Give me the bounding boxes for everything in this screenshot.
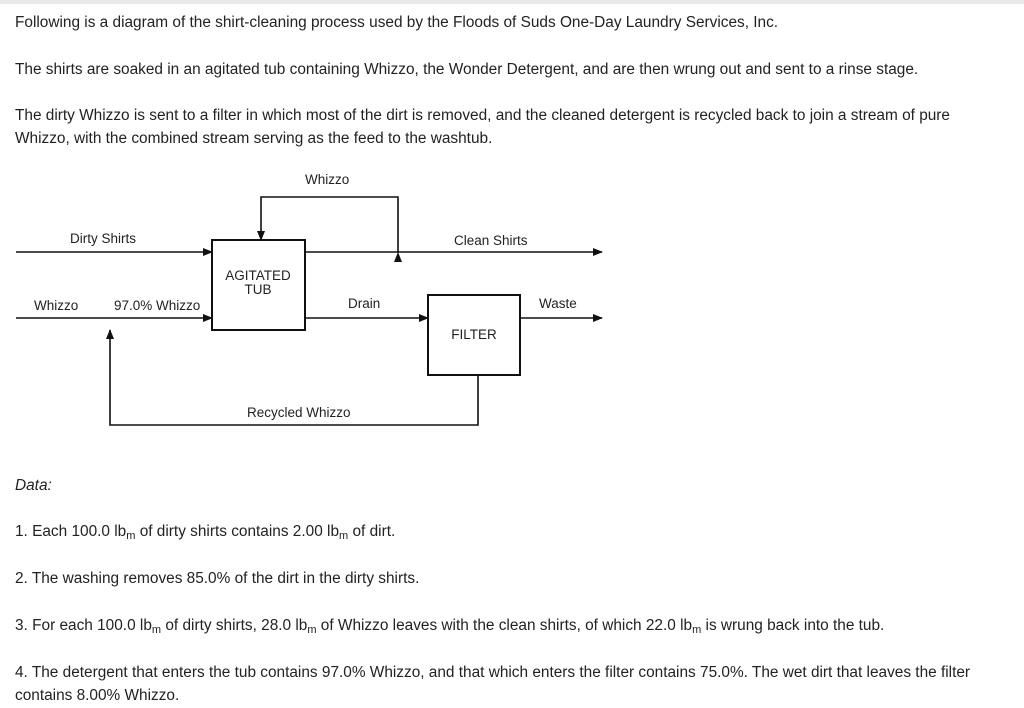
top-border	[0, 0, 1024, 4]
whizzo-left-label: Whizzo	[34, 298, 79, 313]
intro-paragraph-3: The dirty Whizzo is sent to a filter in which most of the dirt is removed, and the cleaned detergent is recycled back to join a stream of pure Whizzo, with the combined stream serving as the feed to the washtub.	[15, 107, 950, 147]
tub-label-line1: AGITATED	[225, 268, 291, 283]
item1-part-c: of dirt.	[348, 523, 396, 540]
unit-subscript: m	[692, 624, 702, 636]
filter-label: FILTER	[451, 327, 497, 342]
dirty-shirts-label: Dirty Shirts	[70, 231, 137, 246]
drain-label: Drain	[348, 296, 381, 311]
unit-subscript: m	[339, 530, 349, 542]
whizzo-top-label: Whizzo	[305, 172, 350, 187]
recycled-whizzo-label: Recycled Whizzo	[247, 405, 351, 420]
data-heading: Data:	[15, 477, 52, 494]
waste-label: Waste	[539, 296, 577, 311]
process-flow-diagram	[0, 160, 640, 440]
clean-shirts-label: Clean Shirts	[454, 233, 528, 248]
item3-part-d: is wrung back into the tub.	[701, 617, 885, 634]
intro-paragraph-2: The shirts are soaked in an agitated tub containing Whizzo, the Wonder Detergent, and are then wrung out and sent to a rinse stage.	[15, 61, 919, 78]
whizzo-97-label: 97.0% Whizzo	[114, 298, 201, 313]
item3-part-c: of Whizzo leaves with the clean shirts, of which 22.0 lb	[316, 617, 693, 634]
data-item-3	[15, 614, 1005, 637]
unit-subscript: m	[307, 624, 317, 636]
intro-paragraph-1: Following is a diagram of the shirt-cleaning process used by the Floods of Suds One-Day Laundry Services, Inc.	[15, 14, 779, 31]
unit-subscript: m	[151, 624, 162, 636]
data-item-1	[15, 520, 1005, 543]
data-item-4: 4. The detergent that enters the tub contains 97.0% Whizzo, and that which enters the filter contains 75.0%. The wet dirt that leaves the filter contains 8.00% Whizzo.	[15, 664, 971, 704]
unit-subscript: m	[126, 530, 136, 542]
data-item-2: 2. The washing removes 85.0% of the dirt in the dirty shirts.	[15, 570, 420, 587]
item3-part-a: 3. For each 100.0 lb	[15, 617, 152, 634]
item1-part-a: 1. Each 100.0 lb	[15, 523, 127, 540]
item1-part-b: of dirty shirts contains 2.00 lb	[135, 523, 340, 540]
item3-part-b: of dirty shirts, 28.0 lb	[161, 617, 308, 634]
tub-label-line2: TUB	[244, 282, 272, 297]
